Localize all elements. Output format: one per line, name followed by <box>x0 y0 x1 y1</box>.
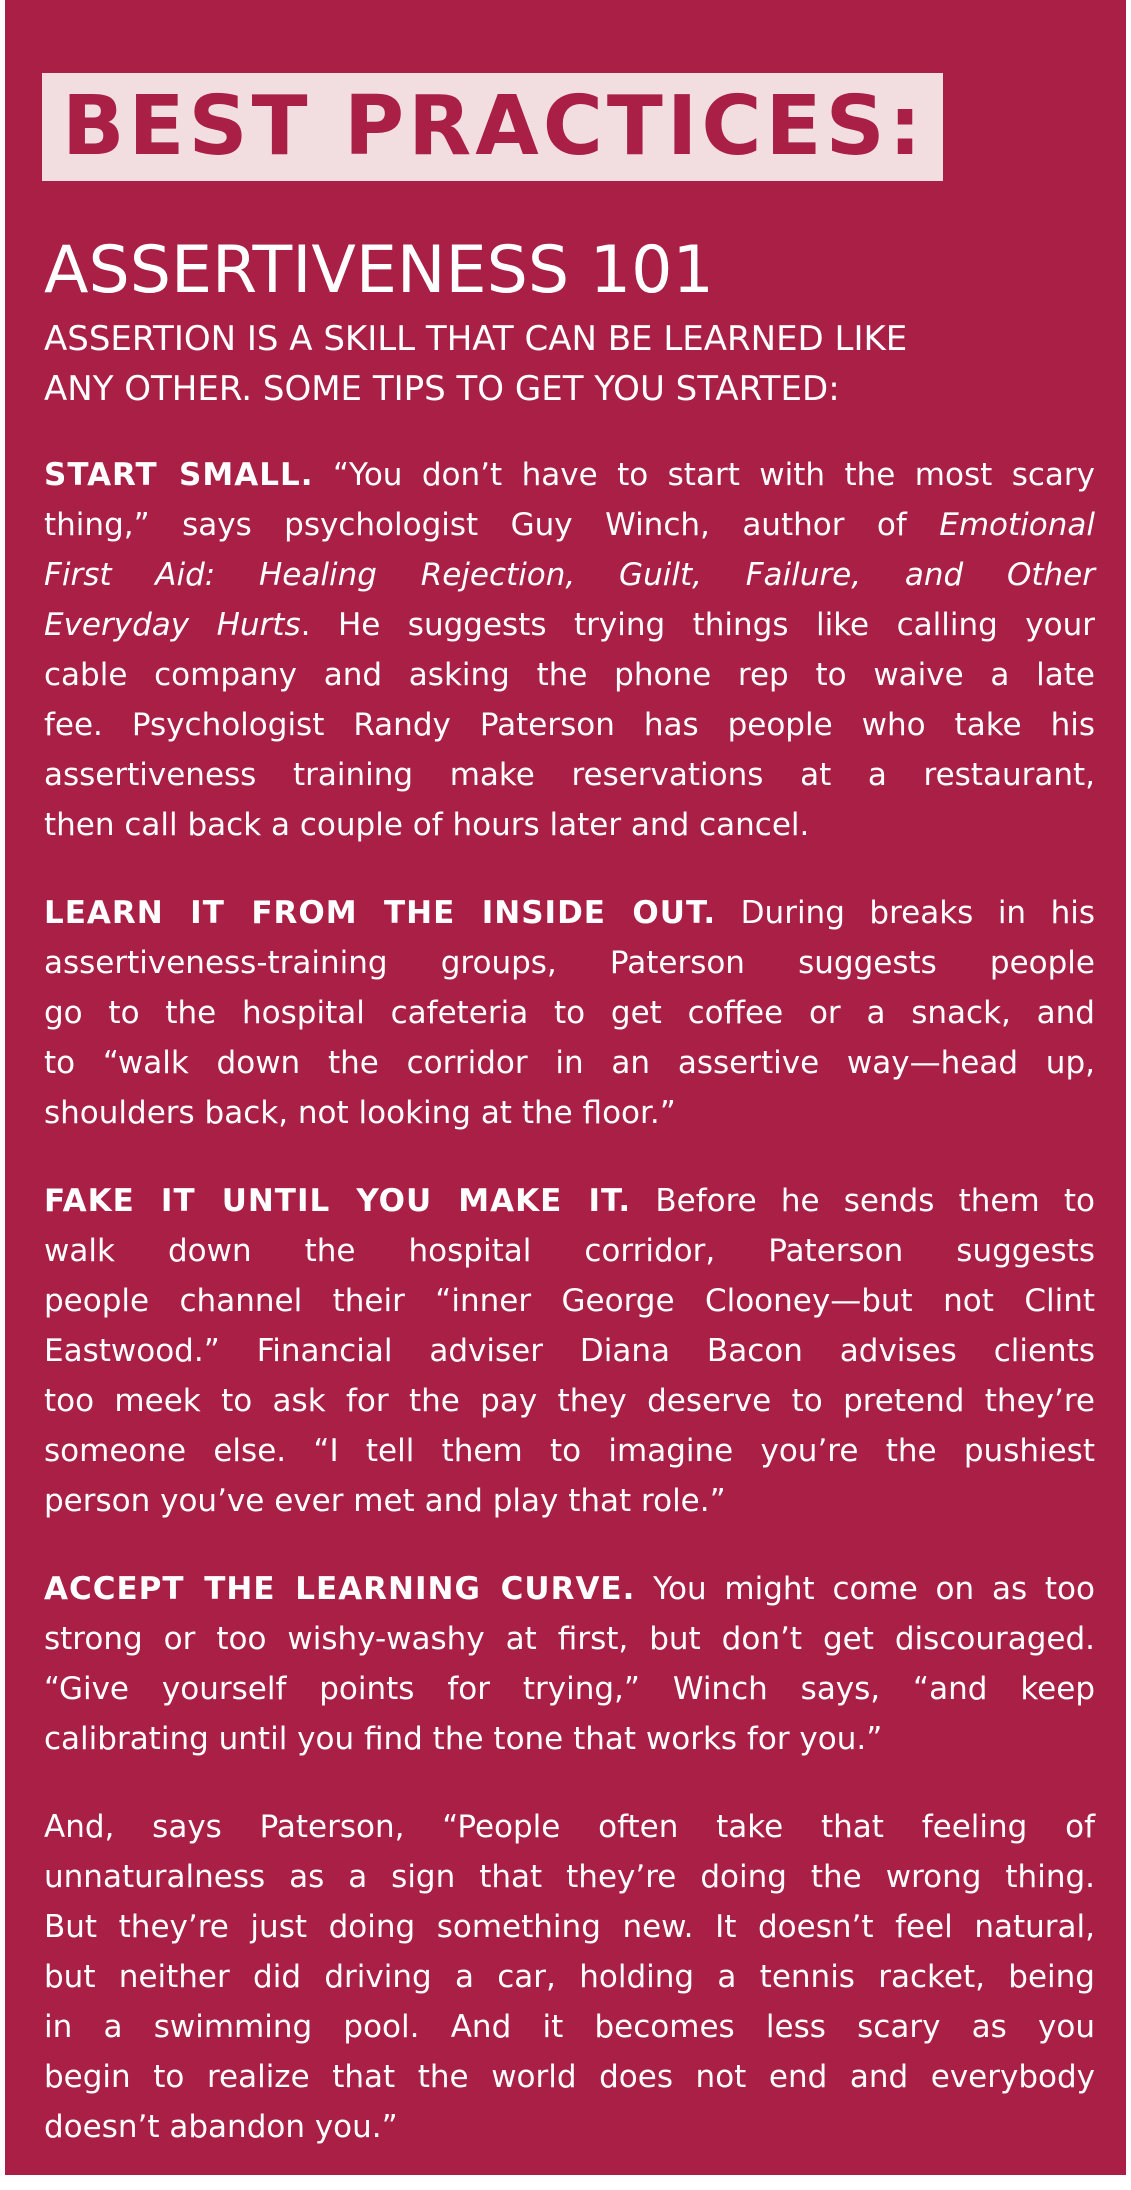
tip-lead: START SMALL. <box>44 457 314 493</box>
body-line: in a swimming pool. And it becomes less scary as you <box>44 2009 1095 2045</box>
body-text: You might come on as too <box>635 1571 1095 1607</box>
body-line: walk down the hospital corridor, Paterson suggests <box>44 1233 1095 1269</box>
body-line <box>44 1564 1095 1614</box>
body-line: then call back a couple of hours later and cancel. <box>44 807 810 843</box>
body-line: person you’ve ever met and play that role.” <box>44 1483 726 1519</box>
book-title: Emotional <box>939 507 1095 543</box>
book-title: First Aid: Healing Rejection, Guilt, Failure, and Other <box>44 557 1095 593</box>
tip-lead: FAKE IT UNTIL YOU MAKE IT. <box>44 1183 632 1219</box>
body-text: Before he sends them to <box>631 1183 1095 1219</box>
body-text: During breaks in his <box>716 895 1095 931</box>
tip-paragraph <box>44 1564 1095 1764</box>
body-line: but neither did driving a car, holding a tennis racket, being <box>44 1959 1095 1995</box>
body-line: fee. Psychologist Randy Paterson has people who take his <box>44 707 1095 743</box>
body-text: thing,” says psychologist Guy Winch, author of <box>44 507 940 543</box>
deck-line: ASSERTION IS A SKILL THAT CAN BE LEARNED LIKE <box>44 319 908 359</box>
body-line: cable company and asking the phone rep to waive a late <box>44 657 1095 693</box>
body-line: strong or too wishy-washy at first, but don’t get discouraged. <box>44 1621 1095 1657</box>
tip-lead: LEARN IT FROM THE INSIDE OUT. <box>44 895 717 931</box>
body-line: too meek to ask for the pay they deserve to pretend they’re <box>44 1383 1095 1419</box>
body-line <box>44 600 1095 650</box>
tip-paragraph <box>44 888 1095 1138</box>
body-line: people channel their “inner George Clooney—but not Clint <box>44 1283 1095 1319</box>
body-line: Eastwood.” Financial adviser Diana Bacon advises clients <box>44 1333 1095 1369</box>
sidebar-panel <box>5 0 1126 2175</box>
body-line: assertiveness-training groups, Paterson suggests people <box>44 945 1095 981</box>
body-line: go to the hospital cafeteria to get coffee or a snack, and <box>44 995 1095 1031</box>
section-label-box <box>42 73 943 181</box>
deck-line: ANY OTHER. SOME TIPS TO GET YOU STARTED: <box>44 369 840 409</box>
body-line <box>44 888 1095 938</box>
headline: ASSERTIVENESS 101 <box>44 233 714 308</box>
article-body <box>44 450 1095 2190</box>
body-line: shoulders back, not looking at the floor.” <box>44 1095 676 1131</box>
body-line: But they’re just doing something new. It doesn’t feel natural, <box>44 1909 1095 1945</box>
deck <box>44 314 1094 414</box>
tip-paragraph <box>44 450 1095 850</box>
body-line: And, says Paterson, “People often take that feeling of <box>44 1809 1095 1845</box>
body-line <box>44 450 1095 500</box>
tip-paragraph <box>44 1176 1095 1526</box>
body-line: someone else. “I tell them to imagine you’re the pushiest <box>44 1433 1095 1469</box>
body-line: begin to realize that the world does not end and everybody <box>44 2059 1095 2095</box>
body-line: to “walk down the corridor in an assertive way—head up, <box>44 1045 1095 1081</box>
body-line <box>44 1176 1095 1226</box>
tip-lead: ACCEPT THE LEARNING CURVE. <box>44 1571 636 1607</box>
body-text: . He suggests trying things like calling your <box>300 607 1095 643</box>
body-text: “You don’t have to start with the most scary <box>313 457 1095 493</box>
body-line: calibrating until you find the tone that works for you.” <box>44 1721 883 1757</box>
book-title: Everyday Hurts <box>44 607 301 643</box>
body-line: doesn’t abandon you.” <box>44 2109 398 2145</box>
closing-paragraph <box>44 1802 1095 2152</box>
body-line: “Give yourself points for trying,” Winch says, “and keep <box>44 1671 1095 1707</box>
body-line <box>44 500 1095 550</box>
section-label: BEST PRACTICES: <box>62 79 926 174</box>
body-line: unnaturalness as a sign that they’re doing the wrong thing. <box>44 1859 1095 1895</box>
body-line: assertiveness training make reservations at a restaurant, <box>44 757 1095 793</box>
